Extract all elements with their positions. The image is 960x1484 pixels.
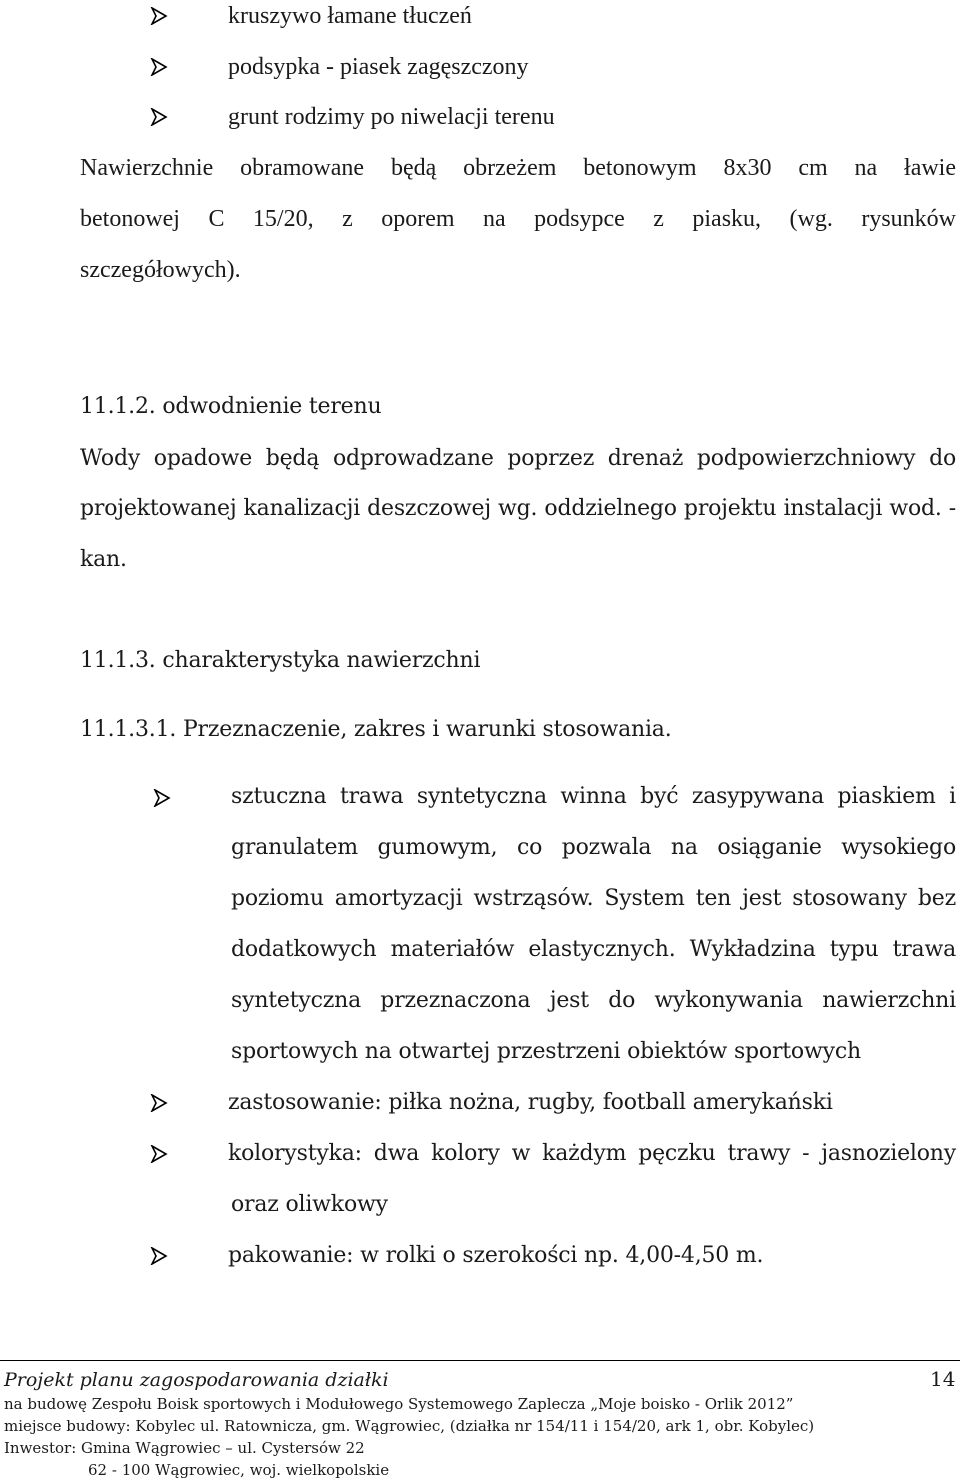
footer-title: Projekt planu zagospodarowania działki bbox=[4, 1369, 389, 1391]
list-item-line: dodatkowych materiałów elastycznych. Wykładzina typu trawa bbox=[231, 937, 956, 962]
arrow-bullet-icon bbox=[150, 108, 168, 126]
arrow-bullet-icon bbox=[150, 58, 168, 76]
paragraph-line: betonowej C 15/20, z oporem na podsypce z piasku, (wg. rysunków bbox=[80, 206, 956, 232]
paragraph-line: szczegółowych). bbox=[80, 257, 241, 283]
list-item: grunt rodzimy po niwelacji terenu bbox=[228, 104, 555, 130]
section-heading: 11.1.3. charakterystyka nawierzchni bbox=[80, 648, 481, 673]
list-item-line: sportowych na otwartej przestrzeni obiektów sportowych bbox=[231, 1039, 861, 1064]
arrow-bullet-icon bbox=[150, 1094, 168, 1112]
footer-line: 62 - 100 Wągrowiec, woj. wielkopolskie bbox=[88, 1461, 390, 1479]
paragraph-line: Nawierzchnie obramowane będą obrzeżem betonowym 8x30 cm na ławie bbox=[80, 155, 956, 181]
arrow-bullet-icon bbox=[153, 789, 171, 807]
paragraph-line: kan. bbox=[80, 547, 127, 572]
list-item: kruszywo łamane tłuczeń bbox=[228, 3, 472, 29]
subsection-heading: 11.1.3.1. Przeznaczenie, zakres i warunki stosowania. bbox=[80, 717, 672, 742]
paragraph-line: projektowanej kanalizacji deszczowej wg. oddzielnego projektu instalacji wod. - bbox=[80, 496, 956, 521]
paragraph-line: Wody opadowe będą odprowadzane poprzez drenaż podpowierzchniowy do bbox=[80, 446, 956, 471]
list-item-line: granulatem gumowym, co pozwala na osiąganie wysokiego bbox=[231, 835, 956, 860]
footer-line: miejsce budowy: Kobylec ul. Ratownicza, gm. Wągrowiec, (działka nr 154/11 i 154/20, ark 1, obr. Kobylec) bbox=[4, 1417, 815, 1435]
list-item: zastosowanie: piłka nożna, rugby, football amerykański bbox=[228, 1090, 833, 1115]
list-item-line: kolorystyka: dwa kolory w każdym pęczku trawy - jasnozielony bbox=[228, 1141, 956, 1166]
list-item: pakowanie: w rolki o szerokości np. 4,00-4,50 m. bbox=[228, 1243, 764, 1268]
list-item-line: poziomu amortyzacji wstrząsów. System ten jest stosowany bez bbox=[231, 886, 956, 911]
list-item-line: syntetyczna przeznaczona jest do wykonywania nawierzchni bbox=[231, 988, 956, 1013]
page-number: 14 bbox=[930, 1367, 956, 1391]
arrow-bullet-icon bbox=[150, 1247, 168, 1265]
list-item: podsypka - piasek zagęszczony bbox=[228, 54, 529, 80]
list-item-line: sztuczna trawa syntetyczna winna być zasypywana piaskiem i bbox=[231, 784, 956, 809]
arrow-bullet-icon bbox=[150, 1145, 168, 1163]
footer-line: na budowę Zespołu Boisk sportowych i Modułowego Systemowego Zaplecza „Moje boisko - Orlik 2012” bbox=[4, 1395, 794, 1413]
list-item-line: oraz oliwkowy bbox=[231, 1192, 388, 1217]
footer-rule bbox=[0, 1360, 960, 1361]
section-heading: 11.1.2. odwodnienie terenu bbox=[80, 394, 382, 419]
arrow-bullet-icon bbox=[150, 7, 168, 25]
footer-line: Inwestor: Gmina Wągrowiec – ul. Cystersów 22 bbox=[4, 1439, 365, 1457]
